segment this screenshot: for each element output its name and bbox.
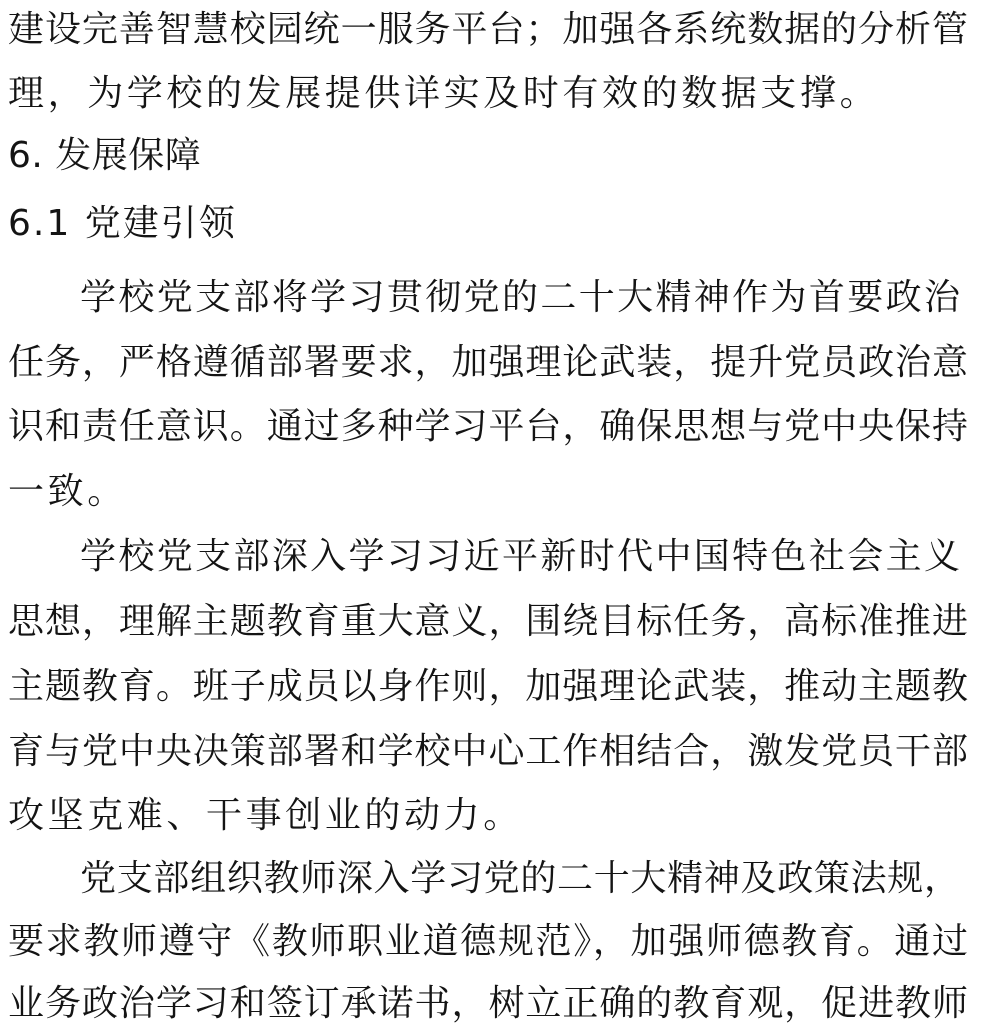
- text-line: 理，为学校的发展提供详实及时有效的数据支撑。: [8, 73, 880, 114]
- text-line: 要求教师遵守《教师职业道德规范》，加强师德教育。通过: [8, 921, 968, 962]
- text-line: 主题教育。班子成员以身作则，加强理论武装，推动主题教: [8, 666, 968, 707]
- text-line: 任务，严格遵循部署要求，加强理论武装，提升党员政治意: [8, 342, 968, 383]
- paragraph-first-line: 学校党支部深入学习习近平新时代中国特色社会主义: [80, 536, 960, 577]
- text-line: 攻坚克难、干事创业的动力。: [8, 795, 523, 836]
- subsection-heading: 6.1 党建引领: [8, 203, 237, 244]
- text-line: 建设完善智慧校园统一服务平台；加强各系统数据的分析管: [8, 9, 968, 50]
- paragraph-first-line: 学校党支部将学习贯彻党的二十大精神作为首要政治: [80, 277, 960, 318]
- paragraph-first-line: 党支部组织教师深入学习党的二十大精神及政策法规，: [80, 858, 960, 899]
- text-line: 一致。: [8, 471, 127, 512]
- section-heading: 6. 发展保障: [8, 135, 202, 176]
- text-line-clipped: 业务政治学习和签订承诺书，树立正确的教育观，促进教师: [8, 983, 968, 1024]
- text-line: 思想，理解主题教育重大意义，围绕目标任务，高标准推进: [8, 601, 968, 642]
- text-line: 育与党中央决策部署和学校中心工作相结合，激发党员干部: [8, 731, 968, 772]
- text-line: 识和责任意识。通过多种学习平台，确保思想与党中央保持: [8, 406, 968, 447]
